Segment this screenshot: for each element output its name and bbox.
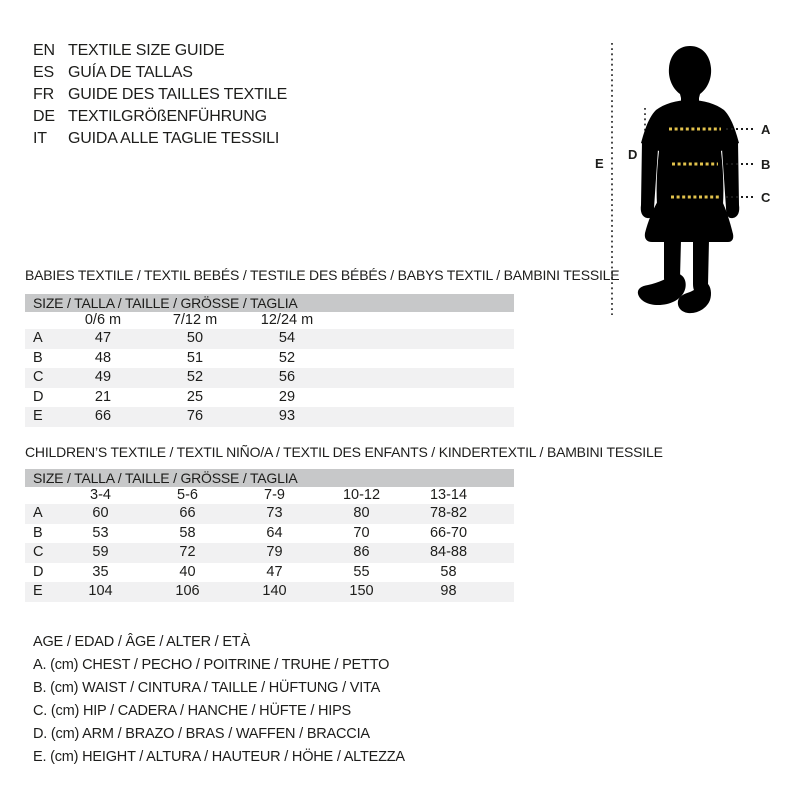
table-row bbox=[25, 407, 514, 427]
row-label: A bbox=[33, 505, 43, 521]
row-filler bbox=[333, 329, 514, 349]
row-label-spacer bbox=[25, 487, 57, 504]
legend-line: E. (cm) HEIGHT / ALTURA / HAUTEUR / HÖHE / ALTEZZA bbox=[33, 749, 405, 765]
language-title: TEXTILE SIZE GUIDE bbox=[68, 42, 225, 59]
legend-line: AGE / EDAD / ÂGE / ALTER / ETÀ bbox=[33, 634, 250, 650]
size-cell: 66 bbox=[94, 408, 112, 425]
column-header: 7-9 bbox=[264, 487, 285, 503]
silhouette-shape bbox=[638, 46, 739, 313]
column-header-row bbox=[25, 312, 514, 329]
language-code: IT bbox=[33, 130, 47, 147]
legend-line: A. (cm) CHEST / PECHO / POITRINE / TRUHE / PETTO bbox=[33, 657, 390, 673]
column-header: 12/24 m bbox=[260, 312, 314, 328]
measurement-legend bbox=[33, 631, 405, 769]
row-filler bbox=[492, 582, 514, 602]
size-cell: 80 bbox=[353, 505, 370, 521]
size-cell: 86 bbox=[353, 544, 370, 561]
row-filler bbox=[492, 504, 514, 524]
language-code: FR bbox=[33, 86, 54, 103]
language-row bbox=[33, 40, 287, 62]
measure-label-waist: B bbox=[761, 157, 771, 172]
babies-size-table bbox=[25, 294, 514, 427]
children-section-title: CHILDREN’S TEXTILE / TEXTIL NIÑO/A / TEXTIL DES ENFANTS / KINDERTEXTIL / BAMBINI TESSILE bbox=[25, 444, 663, 460]
size-cell: 150 bbox=[349, 583, 374, 600]
size-cell: 64 bbox=[266, 524, 283, 541]
babies-section-title: BABIES TEXTILE / TEXTIL BEBÉS / TESTILE DES BÉBÉS / BABYS TEXTIL / BAMBINI TESSILE bbox=[25, 267, 620, 283]
row-filler bbox=[333, 407, 514, 427]
size-cell: 29 bbox=[278, 388, 296, 405]
column-header: 3-4 bbox=[90, 487, 111, 503]
column-header: 0/6 m bbox=[84, 312, 122, 328]
row-label: D bbox=[33, 563, 44, 580]
row-label: A bbox=[33, 330, 43, 346]
babies-section bbox=[25, 267, 620, 427]
column-header: 13-14 bbox=[429, 487, 468, 503]
size-cell: 98 bbox=[440, 583, 457, 600]
size-header-bar: SIZE / TALLA / TAILLE / GRÖSSE / TAGLIA bbox=[25, 469, 514, 487]
measure-label-hip: C bbox=[761, 190, 771, 205]
size-cell: 84-88 bbox=[429, 544, 468, 561]
size-cell: 58 bbox=[440, 563, 457, 580]
table-row bbox=[25, 543, 514, 563]
size-cell: 47 bbox=[94, 330, 112, 346]
measure-label-height: E bbox=[595, 156, 604, 171]
size-cell: 60 bbox=[92, 505, 109, 521]
legend-line: C. (cm) HIP / CADERA / HANCHE / HÜFTE / HIPS bbox=[33, 703, 352, 719]
children-section bbox=[25, 444, 663, 602]
language-code: EN bbox=[33, 42, 55, 59]
language-row bbox=[33, 128, 287, 150]
row-label: D bbox=[33, 388, 44, 405]
language-row bbox=[33, 106, 287, 128]
size-cell: 48 bbox=[94, 349, 112, 366]
size-cell: 93 bbox=[278, 408, 296, 425]
row-label: E bbox=[33, 408, 43, 425]
column-header: 7/12 m bbox=[172, 312, 218, 328]
row-filler bbox=[333, 312, 514, 329]
size-cell: 55 bbox=[353, 563, 370, 580]
size-cell: 66 bbox=[179, 505, 196, 521]
language-row bbox=[33, 84, 287, 106]
child-silhouette bbox=[590, 30, 790, 320]
row-filler bbox=[492, 563, 514, 583]
language-header bbox=[33, 40, 287, 150]
size-cell: 21 bbox=[94, 388, 112, 405]
table-row bbox=[25, 504, 514, 524]
size-cell: 56 bbox=[278, 369, 296, 386]
size-cell: 79 bbox=[266, 544, 283, 561]
size-cell: 47 bbox=[266, 563, 283, 580]
size-cell: 106 bbox=[175, 583, 200, 600]
row-filler bbox=[333, 388, 514, 408]
column-header: 5-6 bbox=[177, 487, 198, 503]
size-cell: 51 bbox=[186, 349, 204, 366]
size-cell: 70 bbox=[353, 524, 370, 541]
legend-line: D. (cm) ARM / BRAZO / BRAS / WAFFEN / BRACCIA bbox=[33, 726, 370, 742]
size-cell: 76 bbox=[186, 408, 204, 425]
table-row bbox=[25, 563, 514, 583]
language-title: GUIDE DES TAILLES TEXTILE bbox=[68, 86, 288, 103]
row-label: B bbox=[33, 349, 43, 366]
table-row bbox=[25, 524, 514, 544]
language-title: TEXTILGRÖßENFÜHRUNG bbox=[68, 108, 267, 125]
size-cell: 78-82 bbox=[429, 505, 468, 521]
size-cell: 25 bbox=[186, 388, 204, 405]
language-title: GUIDA ALLE TAGLIE TESSILI bbox=[68, 130, 280, 147]
column-header: 10-12 bbox=[342, 487, 381, 503]
size-cell: 54 bbox=[278, 330, 296, 346]
language-code: DE bbox=[33, 108, 55, 125]
size-cell: 52 bbox=[186, 369, 204, 386]
table-row bbox=[25, 368, 514, 388]
column-header-row bbox=[25, 487, 514, 504]
legend-line: B. (cm) WAIST / CINTURA / TAILLE / HÜFTUNG / VITA bbox=[33, 680, 381, 696]
row-filler bbox=[492, 543, 514, 563]
size-cell: 58 bbox=[179, 524, 196, 541]
row-label: E bbox=[33, 583, 43, 600]
size-cell: 50 bbox=[186, 330, 204, 346]
language-code: ES bbox=[33, 64, 54, 81]
child-silhouette-figure bbox=[590, 30, 790, 320]
row-filler bbox=[492, 524, 514, 544]
size-cell: 73 bbox=[266, 505, 283, 521]
size-cell: 40 bbox=[179, 563, 196, 580]
table-row bbox=[25, 388, 514, 408]
table-row bbox=[25, 329, 514, 349]
measure-label-chest: A bbox=[761, 122, 771, 137]
size-cell: 72 bbox=[179, 544, 196, 561]
row-label: C bbox=[33, 544, 44, 561]
size-cell: 140 bbox=[262, 583, 287, 600]
size-header-bar: SIZE / TALLA / TAILLE / GRÖSSE / TAGLIA bbox=[25, 294, 514, 312]
row-label-spacer bbox=[25, 312, 57, 329]
measure-label-arm: D bbox=[628, 147, 638, 162]
table-row bbox=[25, 582, 514, 602]
language-title: GUÍA DE TALLAS bbox=[68, 64, 193, 81]
size-cell: 52 bbox=[278, 349, 296, 366]
size-cell: 49 bbox=[94, 369, 112, 386]
row-label: C bbox=[33, 369, 44, 386]
language-row bbox=[33, 62, 287, 84]
table-row bbox=[25, 349, 514, 369]
row-label: B bbox=[33, 524, 43, 541]
children-size-table bbox=[25, 469, 514, 602]
size-cell: 66-70 bbox=[429, 524, 468, 541]
size-cell: 35 bbox=[92, 563, 109, 580]
size-cell: 104 bbox=[88, 583, 113, 600]
row-filler bbox=[333, 349, 514, 369]
size-cell: 53 bbox=[92, 524, 109, 541]
size-cell: 59 bbox=[92, 544, 109, 561]
row-filler bbox=[333, 368, 514, 388]
row-filler bbox=[492, 487, 514, 504]
